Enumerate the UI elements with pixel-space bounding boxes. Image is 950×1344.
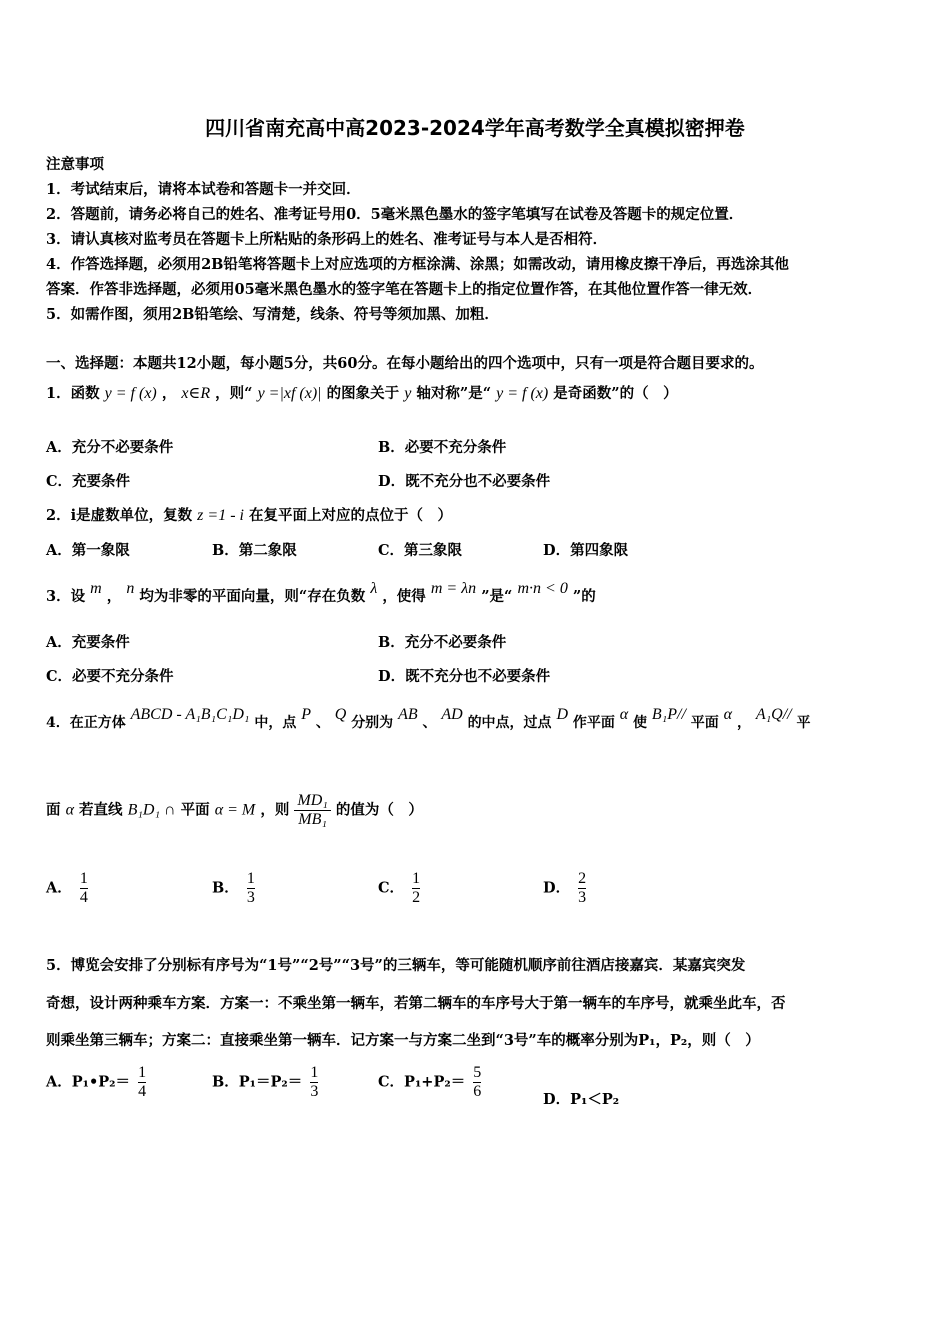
q5-option-a[interactable] (46, 1064, 149, 1101)
q3-text: 3．设 (46, 588, 86, 605)
fraction-numerator: 5 (473, 1064, 482, 1081)
question-3 (46, 580, 596, 606)
q3-text: 均为非零的平面向量，则“存在负数 (139, 588, 366, 605)
q4-math: A₁Q// (755, 706, 792, 723)
q3-text: ”的 (572, 588, 596, 605)
q4-option-d-label: D． (543, 879, 571, 897)
q4-text: 面 (46, 801, 61, 819)
fraction-numerator: 1 (412, 870, 421, 887)
q4-math: B₁D₁ ∩ (127, 801, 176, 819)
fraction-numerator: 1 (138, 1064, 147, 1081)
q4-fraction (294, 792, 330, 829)
q1-option-d[interactable]: D．既不充分也不必要条件 (378, 473, 551, 490)
notice-item: 5．如需作图，须用2B铅笔绘、写清楚，线条、符号等须加黑、加粗． (46, 306, 499, 323)
q4-option-c-label: C． (378, 879, 405, 897)
q4-math: Q (334, 706, 347, 723)
q2-text: 在复平面上对应的点位于（ ） (249, 507, 453, 524)
fraction-denominator: 4 (79, 889, 88, 906)
q5-option-a-fraction (135, 1064, 149, 1101)
q3-option-b[interactable]: B．充分不必要条件 (378, 634, 507, 651)
q3-option-c[interactable]: C．必要不充分条件 (46, 668, 174, 685)
q1-text: 是奇函数”的（ ） (553, 385, 678, 402)
q4-text: 若直线 (79, 801, 123, 819)
q1-text: ， (161, 385, 177, 402)
q2-option-c[interactable]: C．第三象限 (378, 542, 463, 559)
q4-text: 的中点，过点 (467, 715, 552, 731)
fraction-denominator: 2 (412, 889, 421, 906)
q3-text: ， (106, 588, 122, 605)
question-1 (46, 382, 678, 403)
q4-text: 中，点 (254, 715, 297, 731)
fraction-numerator: 1 (310, 1064, 319, 1081)
q4-math: α (619, 706, 629, 723)
q1-option-c[interactable]: C．充要条件 (46, 473, 131, 490)
question-4-line-2 (46, 792, 423, 829)
q4-fraction-numerator: MD₁ (294, 792, 330, 811)
q3-text: ，使得 (382, 588, 426, 605)
notice-item: 3．请认真核对监考员在答题卡上所粘贴的条形码上的姓名、准考证号与本人是否相符． (46, 231, 608, 248)
q4-math: B₁P// (651, 706, 686, 723)
q1-text: 1．函数 (46, 385, 100, 402)
q4-text: 平面 (180, 801, 210, 819)
q5-option-b-label: B．P₁＝P₂＝ (212, 1073, 303, 1091)
q4-text: 4．在正方体 (46, 715, 126, 731)
q4-option-c[interactable] (378, 870, 423, 907)
q1-option-b[interactable]: B．必要不充分条件 (378, 439, 507, 456)
q4-math: α (65, 801, 74, 819)
q1-math: y = f (x) (104, 385, 157, 402)
fraction-denominator: 6 (473, 1083, 482, 1100)
q4-text: 平面 (690, 715, 719, 731)
question-2 (46, 504, 452, 525)
q4-option-d-fraction (575, 870, 589, 907)
q4-option-a-label: A． (46, 879, 72, 897)
q1-option-a[interactable]: A．充分不必要条件 (46, 439, 174, 456)
fraction-numerator: 1 (246, 870, 255, 887)
q4-option-d[interactable] (543, 870, 589, 907)
fraction-denominator: 3 (310, 1083, 319, 1100)
q4-math: α (723, 706, 733, 723)
fraction-denominator: 3 (578, 889, 587, 906)
question-4 (46, 706, 810, 732)
q5-option-c[interactable] (378, 1064, 484, 1101)
notice-item: 2．答题前，请务必将自己的姓名、准考证号用0．5毫米黑色墨水的签字笔填写在试卷及答题卡的规定位置． (46, 206, 744, 223)
q5-option-b-fraction (307, 1064, 321, 1101)
q2-math: z =1 - i (197, 507, 244, 524)
q1-text: 的图象关于 (326, 385, 400, 402)
fraction-denominator: 4 (138, 1083, 147, 1100)
q4-option-b-fraction (244, 870, 258, 907)
q5-option-a-label: A．P₁•P₂＝ (46, 1073, 131, 1091)
q4-option-b-label: B． (212, 879, 239, 897)
q4-math: ABCD - A₁B₁C₁D₁ (130, 706, 250, 723)
q4-text: 平 (796, 715, 811, 731)
question-5-line-3: 则乘坐第三辆车；方案二：直接乘坐第一辆车．记方案一与方案二坐到“3号”车的概率分别为P₁，P₂，则（ ） (46, 1032, 760, 1049)
q4-math: α = M (214, 801, 256, 819)
q5-option-d[interactable]: D．P₁＜P₂ (543, 1091, 620, 1108)
notice-heading: 注意事项 (46, 156, 104, 173)
section-heading: 一、选择题：本题共12小题，每小题5分，共60分。在每小题给出的四个选项中，只有一项是符合题目要求的。 (46, 355, 764, 372)
q4-math: AD (441, 706, 463, 723)
question-5-line-2: 奇想，设计两种乘车方案．方案一：不乘坐第一辆车，若第二辆车的车序号大于第一辆车的车序号，就乘坐此车，否 (46, 995, 786, 1012)
page-title: 四川省南充高中高2023-2024学年高考数学全真模拟密押卷 (205, 116, 745, 140)
q4-option-a-fraction (77, 870, 91, 907)
q2-option-b[interactable]: B．第二象限 (212, 542, 297, 559)
q3-math: m·n < 0 (517, 580, 568, 597)
q2-text: 2．i是虚数单位，复数 (46, 507, 193, 524)
q4-option-a[interactable] (46, 870, 91, 907)
q1-math: y (404, 385, 412, 402)
notice-item: 答案．作答非选择题，必须用05毫米黑色墨水的签字笔在答题卡上的指定位置作答，在其他位置作答一律无效． (46, 281, 763, 298)
q4-math: D (556, 706, 568, 723)
q4-text: 、 (315, 715, 330, 731)
q1-math: x∈R (181, 385, 211, 402)
notice-item: 1．考试结束后，请将本试卷和答题卡一并交回． (46, 181, 361, 198)
q3-math: m (90, 580, 102, 597)
q3-option-a[interactable]: A．充要条件 (46, 634, 130, 651)
q1-text: 轴对称”是“ (416, 385, 492, 402)
q4-option-b[interactable] (212, 870, 258, 907)
fraction-denominator: 3 (246, 889, 255, 906)
q3-math: λ (370, 580, 378, 597)
q3-math: n (126, 580, 135, 597)
q5-option-c-fraction (470, 1064, 484, 1101)
q5-option-b[interactable] (212, 1064, 321, 1101)
q1-math: y = f (x) (496, 385, 549, 402)
q4-fraction-denominator: MB₁ (298, 811, 327, 828)
q4-text: ， (736, 715, 751, 731)
q5-option-c-label: C．P₁+P₂＝ (378, 1073, 466, 1091)
q4-text: 的值为（ ） (335, 801, 423, 819)
q2-option-d[interactable]: D．第四象限 (543, 542, 629, 559)
fraction-numerator: 2 (578, 870, 587, 887)
q1-math: y =|xf (x)| (257, 385, 322, 402)
q4-text: 分别为 (351, 715, 394, 731)
fraction-numerator: 1 (79, 870, 88, 887)
q4-option-c-fraction (409, 870, 423, 907)
q3-text: ”是“ (481, 588, 513, 605)
q4-text: 使 (633, 715, 648, 731)
q1-text: ，则“ (215, 385, 253, 402)
q4-text: ，则 (260, 801, 290, 819)
q4-math: AB (398, 706, 418, 723)
question-5: 5．博览会安排了分别标有序号为“1号”“2号”“3号”的三辆车，等可能随机顺序前往酒店接嘉宾．某嘉宾突发 (46, 957, 746, 974)
q2-option-a[interactable]: A．第一象限 (46, 542, 130, 559)
q3-option-d[interactable]: D．既不充分也不必要条件 (378, 668, 551, 685)
q4-text: 、 (422, 715, 437, 731)
q4-text: 作平面 (572, 715, 615, 731)
notice-item: 4．作答选择题，必须用2B铅笔将答题卡上对应选项的方框涂满、涂黑；如需改动，请用橡皮擦干净后，再选涂其他 (46, 256, 789, 273)
q4-math: P (301, 706, 311, 723)
q3-math: m = λn (430, 580, 477, 597)
